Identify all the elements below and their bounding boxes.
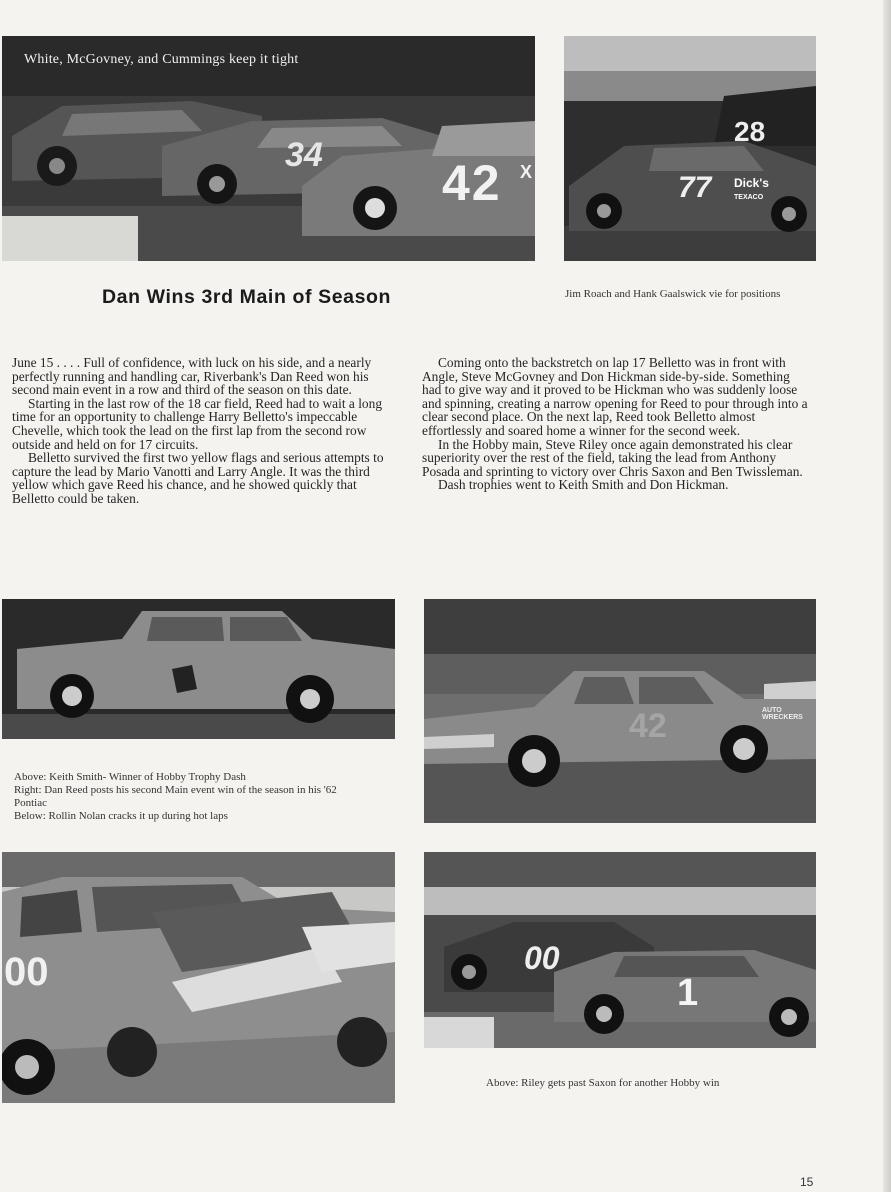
car-number-00: 00 bbox=[524, 940, 560, 976]
car-number-34: 34 bbox=[285, 136, 323, 174]
car-number-28: 28 bbox=[734, 116, 766, 147]
article-paragraph: Dash trophies went to Keith Smith and Don Hickman. bbox=[438, 477, 729, 493]
article-column-left bbox=[12, 356, 398, 506]
car-number-42: 42 bbox=[442, 155, 502, 211]
caption-top-right: Jim Roach and Hank Gaalswick vie for positions bbox=[565, 288, 781, 300]
sponsor-dicks: Dick's bbox=[734, 176, 769, 190]
caption-line: Below: Rollin Nolan cracks it up during hot laps bbox=[14, 810, 228, 822]
caption-line: Above: Keith Smith- Winner of Hobby Trophy Dash bbox=[14, 771, 246, 783]
photo-rollin-nolan-crash bbox=[2, 852, 395, 1103]
car-number-42-pontiac: 42 bbox=[629, 707, 667, 745]
photo-dan-reed-pontiac bbox=[424, 599, 816, 823]
car-number-1: 1 bbox=[677, 972, 699, 1014]
page-number: 15 bbox=[800, 1175, 814, 1189]
caption-line: Pontiac bbox=[14, 797, 47, 809]
sponsor-texaco: TEXACO bbox=[734, 194, 764, 201]
page-edge bbox=[883, 0, 891, 1192]
sponsor-auto-wreckers: AUTO WRECKERS bbox=[762, 707, 803, 721]
article-paragraph: Starting in the last row of the 18 car field, Reed had to wait a long time for an opportunity to challenge Harry Belletto's impeccable Chevelle, which took the lead on the first lap from the second row outside and held on for 17 circuits. bbox=[12, 395, 383, 452]
article-paragraph: In the Hobby main, Steve Riley once again demonstrated his clear superiority over the rest of the field, taking the lead from Anthony Posada and sprinting to victory over Chris Saxon and Ben Twissleman. bbox=[422, 436, 803, 479]
caption-middle bbox=[14, 771, 394, 823]
caption-line: Right: Dan Reed posts his second Main event win of the season in his '62 bbox=[14, 784, 337, 796]
photo-keith-smith bbox=[2, 599, 395, 739]
photo-roach-gaalswick bbox=[564, 36, 816, 261]
article-paragraph: June 15 . . . . Full of confidence, with luck on his side, and a nearly perfectly running and handling car, Riverbank's Dan Reed won his second main event in a row and third of the season on this date. bbox=[12, 355, 372, 398]
caption-bottom-right: Above: Riley gets past Saxon for another Hobby win bbox=[486, 1077, 720, 1089]
car-number-00-crash: 00 bbox=[4, 950, 49, 994]
article-paragraph: Coming onto the backstretch on lap 17 Belletto was in front with Angle, Steve McGovney and Don Hickman side-by-side. Something had to give way and it proved to be Hickman who was suddenly loose and spinning, creating a narrow opening for Reed to pour through into a clear second place. On the next lap, Reed took Belletto almost effortlessly and soared home a winner for the second week. bbox=[422, 355, 808, 438]
photo-three-cars-tight bbox=[2, 36, 535, 261]
photo-riley-passes-saxon bbox=[424, 852, 816, 1048]
page-title: Dan Wins 3rd Main of Season bbox=[102, 286, 392, 308]
car-number-42-suffix: X bbox=[520, 162, 533, 182]
photo-caption-overlay: White, McGovney, and Cummings keep it tight bbox=[24, 52, 299, 67]
article-paragraph: Belletto survived the first two yellow flags and serious attempts to capture the lead by Mario Vanotti and Larry Angle. It was the third yellow which gave Reed his chance, and he showed quickly that Belletto could be taken. bbox=[12, 450, 384, 506]
car-number-77: 77 bbox=[678, 171, 712, 204]
article-column-right bbox=[422, 356, 812, 492]
